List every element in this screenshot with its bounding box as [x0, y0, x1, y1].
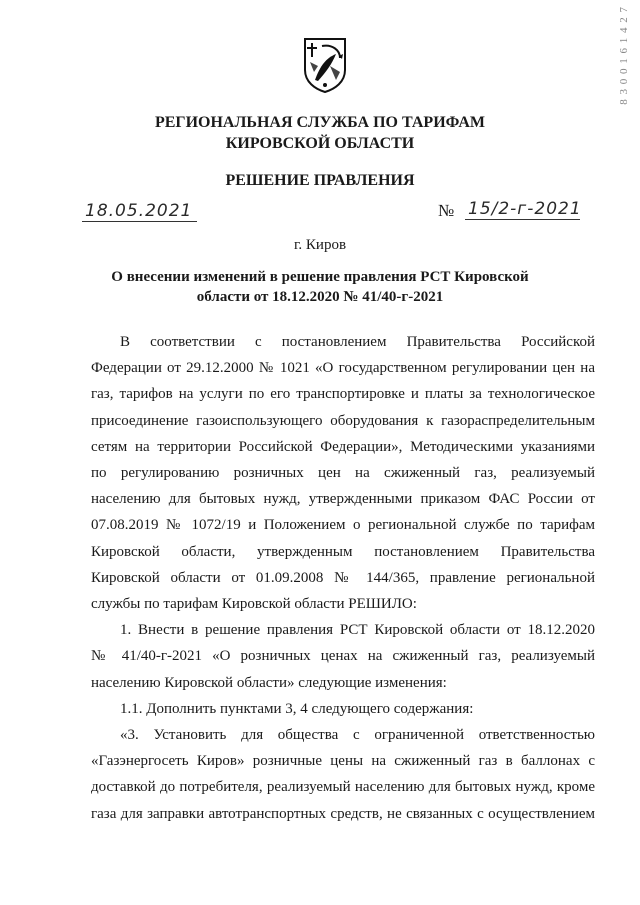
body-line: «Газэнергосеть Киров» розничные цены на сжиженный газ в баллонах с: [91, 753, 595, 770]
body-line: № 41/40-г-2021 «О розничных ценах на сжиженный газ, реализуемый: [91, 648, 595, 665]
subject-line-2: области от 18.12.2020 № 41/40-г-2021: [196, 289, 444, 305]
kirov-coat-of-arms-icon: [302, 36, 348, 94]
date-underline: [82, 221, 197, 222]
number-underline: [465, 219, 580, 220]
body-line: В соответствии с постановлением Правительства Российской: [120, 334, 595, 350]
document-date: 18.05.2021: [85, 201, 193, 221]
body-line: Кировской области от 01.09.2008 № 144/365, правление региональной: [91, 569, 595, 586]
body-line: Федерации от 29.12.2000 № 1021 «О государственном регулировании цен на: [91, 360, 595, 377]
body-line: населению для бытовых нужд, утвержденными приказом ФАС России от: [91, 491, 595, 508]
body-line: газа для заправки автотранспортных средств, не связанных с осуществлением: [91, 805, 595, 822]
body-line: присоединение газоиспользующего оборудования к газораспределительным: [91, 412, 595, 429]
city: г. Киров: [293, 237, 347, 253]
body-line: сетям на территории Российской Федерации», Методическими указаниями: [91, 438, 595, 455]
organization-name-line-2: КИРОВСКОЙ ОБЛАСТИ: [225, 135, 415, 152]
body-line: 1. Внести в решение правления РСТ Кировской области от 18.12.2020: [120, 622, 595, 639]
body-line: 07.08.2019 № 1072/19 и Положением о региональной службе по тарифам: [91, 517, 595, 534]
document-type: РЕШЕНИЕ ПРАВЛЕНИЯ: [225, 172, 415, 189]
subject-line-1: О внесении изменений в решение правления РСТ Кировской: [111, 269, 529, 285]
body-line: «3. Установить для общества с ограниченной ответственностью: [120, 727, 595, 744]
organization-name: [0, 112, 640, 154]
body-line: газ, тарифов на услуги по его транспортировке и платы за технологическое: [91, 386, 595, 403]
document-body: [91, 329, 595, 827]
body-line: 1.1. Дополнить пунктами 3, 4 следующего содержания:: [120, 700, 474, 717]
body-line: службы по тарифам Кировской области РЕШИЛО:: [91, 596, 417, 613]
body-line: Кировской области, утвержденным постановлением Правительства: [91, 543, 595, 560]
body-line: доставкой до потребителя, реализуемый населению для бытовых нужд, кроме: [91, 779, 595, 796]
organization-name-line-1: РЕГИОНАЛЬНАЯ СЛУЖБА ПО ТАРИФАМ: [154, 114, 486, 131]
body-line: по регулированию розничных цен на сжиженный газ, реализуемый: [91, 465, 595, 482]
body-line: населению Кировской области» следующие изменения:: [91, 674, 447, 691]
document-subject: [0, 267, 640, 307]
page-stamp-number: 8 3 0 0 1 6 1 4 2 7: [618, 6, 630, 105]
number-sign: №: [438, 201, 455, 220]
document-number: 15/2-г-2021: [468, 199, 582, 219]
